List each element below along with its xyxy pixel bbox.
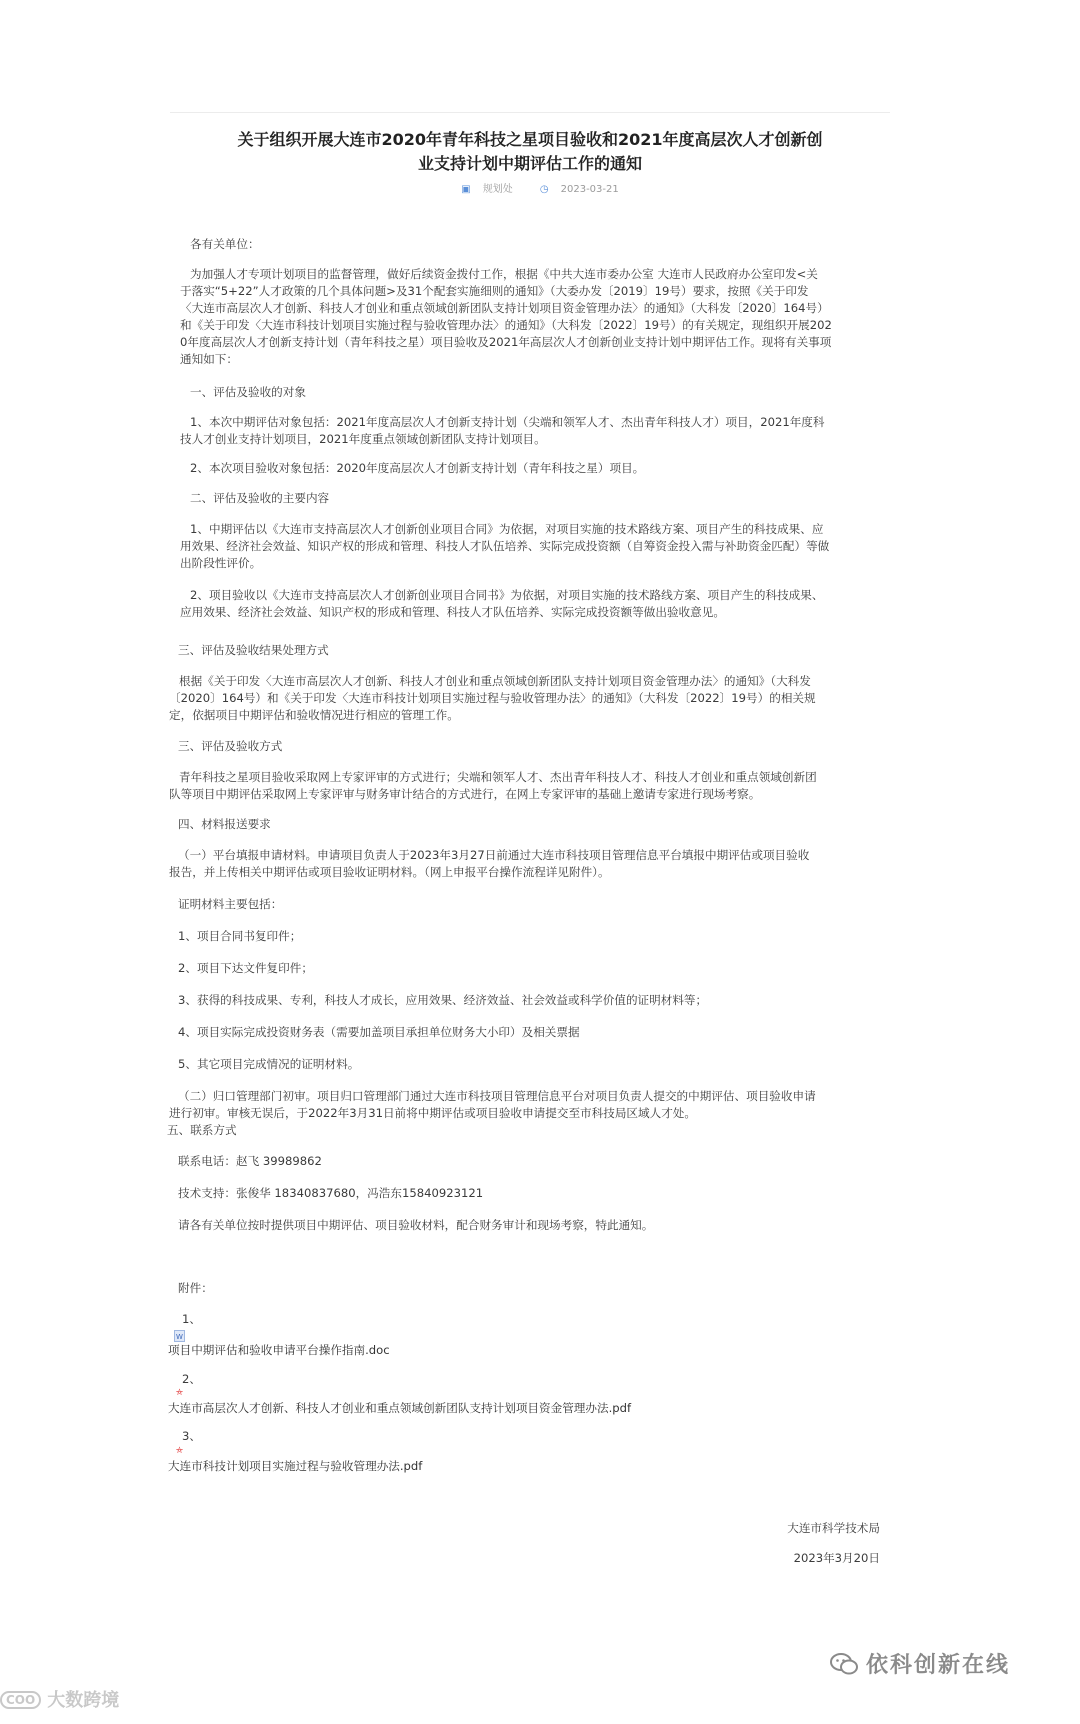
paragraph-line: 1、本次中期评估对象包括：2021年度高层次人才创新支持计划（尖端和领军人才、杰出青年科技人才）项目，2021年度科 xyxy=(190,415,825,429)
paragraph-line: 进行初审。审核无误后，于2022年3月31日前将中期评估或项目验收申请提交至市科技局区域人才处。 xyxy=(169,1106,696,1120)
list-item: 4、项目实际完成投资财务表（需要加盖项目承担单位财务大小印）及相关票据 xyxy=(178,1025,580,1039)
edit-icon: ▣ xyxy=(461,184,471,195)
intro-line: 和《关于印发〈大连市科技计划项目实施过程与验收管理办法〉的通知》（大科发〔2022〕19号）的有关规定，现组织开展202 xyxy=(180,318,832,332)
list-item: 5、其它项目完成情况的证明材料。 xyxy=(178,1057,360,1071)
tech-support-line: 技术支持：张俊华 18340837680，冯浩东15840923121 xyxy=(178,1186,484,1200)
intro-line: 于落实“5+22”人才政策的几个具体问题>及31个配套实施细则的通知》（大委办发〔2019〕19号）要求，按照《关于印发 xyxy=(180,284,809,298)
paragraph-line: （二）归口管理部门初审。项目归口管理部门通过大连市科技项目管理信息平台对项目负责人提交的中期评估、项目验收申请 xyxy=(178,1089,816,1103)
section-heading: 三、评估及验收结果处理方式 xyxy=(178,643,329,657)
section-heading: 一、评估及验收的对象 xyxy=(190,385,306,399)
wechat-watermark-text: 依科创新在线 xyxy=(866,1653,1011,1678)
corner-watermark-text: 大数跨境 xyxy=(47,1690,120,1711)
paragraph-line: 队等项目中期评估采取网上专家评审与财务审计结合的方式进行，在网上专家评审的基础上邀请专家进行现场考察。 xyxy=(169,787,761,801)
intro-line: 〈大连市高层次人才创新、科技人才创业和重点领域创新团队支持计划项目资金管理办法〉的通知》（大科发〔2020〕164号） xyxy=(180,301,829,315)
paragraph-line: 2、项目验收以《大连市支持高层次人才创新创业项目合同书》为依据，对项目实施的技术路线方案、项目产生的科技成果、 xyxy=(190,588,824,602)
paragraph-line: 根据《关于印发〈大连市高层次人才创新、科技人才创业和重点领域创新团队支持计划项目资金管理办法〉的通知》（大科发 xyxy=(179,674,811,688)
attachment-number: 2、 xyxy=(182,1372,201,1386)
article-title: 关于组织开展大连市2020年青年科技之星项目验收和2021年度高层次人才创新创 业支持计划中期评估工作的通知 xyxy=(237,130,823,173)
paragraph-line: 报告，并上传相关中期评估或项目验收证明材料。（网上申报平台操作流程详见附件）。 xyxy=(169,865,610,879)
paragraph-line: 青年科技之星项目验收采取网上专家评审的方式进行；尖端和领军人才、杰出青年科技人才、科技人才创业和重点领域创新团 xyxy=(179,770,817,784)
intro-line: 0年度高层次人才创新支持计划（青年科技之星）项目验收及2021年高层次人才创新创业支持计划中期评估工作。现将有关事项 xyxy=(180,335,832,349)
contact-line: 联系电话：赵飞 39989862 xyxy=(178,1154,322,1168)
intro-line: 为加强人才专项计划项目的监督管理，做好后续资金拨付工作，根据《中共大连市委办公室 大连市人民政府办公室印发<关 xyxy=(190,267,818,281)
paragraph-line: 应用效果、经济社会效益、知识产权的形成和管理、科技人才队伍培养、实际完成投资额等做出验收意见。 xyxy=(180,605,725,619)
section-heading: 四、材料报送要求 xyxy=(178,817,271,831)
wechat-icon xyxy=(830,1652,858,1676)
signature-org: 大连市科学技术局 xyxy=(787,1521,880,1535)
author-meta xyxy=(455,184,518,195)
paragraph-line: 1、中期评估以《大连市支持高层次人才创新创业项目合同》为依据，对项目实施的技术路线方案、项目产生的科技成果、应 xyxy=(190,522,824,536)
signature-date: 2023年3月20日 xyxy=(793,1551,880,1565)
attachment-link[interactable]: 大连市科技计划项目实施过程与验收管理办法.pdf xyxy=(168,1459,423,1473)
closing-line: 请各有关单位按时提供项目中期评估、项目验收材料，配合财务审计和现场考察，特此通知。 xyxy=(178,1218,654,1232)
section-heading: 二、评估及验收的主要内容 xyxy=(190,491,330,505)
list-heading: 证明材料主要包括： xyxy=(178,897,283,911)
salutation: 各有关单位： xyxy=(190,237,260,251)
attachments-heading: 附件： xyxy=(178,1281,213,1295)
date-label: 2023-03-21 xyxy=(560,184,619,195)
date-meta xyxy=(534,184,625,195)
section-heading: 五、联系方式 xyxy=(167,1123,237,1137)
section-heading: 三、评估及验收方式 xyxy=(178,739,283,753)
doc-file-icon: W xyxy=(174,1330,185,1342)
list-item: 3、获得的科技成果、专利，科技人才成长，应用效果、经济效益、社会效益或科学价值的证明材料等； xyxy=(178,993,708,1007)
pdf-file-icon: ⛤ xyxy=(175,1388,184,1398)
intro-line: 通知如下： xyxy=(180,352,238,366)
attachment-number: 1、 xyxy=(182,1312,201,1326)
wechat-watermark xyxy=(830,1648,1010,1679)
clock-icon: ◷ xyxy=(539,184,549,195)
paragraph-line: 2、本次项目验收对象包括：2020年度高层次人才创新支持计划（青年科技之星）项目。 xyxy=(190,461,645,475)
paragraph-line: 用效果、经济社会效益、知识产权的形成和管理、科技人才队伍培养、实际完成投资额（自筹资金投入需与补助资金匹配）等做 xyxy=(180,539,830,553)
paragraph-line: 〔2020〕164号）和《关于印发〈大连市科技计划项目实施过程与验收管理办法〉的通知》（大科发〔2022〕19号）的相关规 xyxy=(169,691,816,705)
attachment-number: 3、 xyxy=(182,1429,201,1443)
attachment-link[interactable]: 大连市高层次人才创新、科技人才创业和重点领域创新团队支持计划项目资金管理办法.pdf xyxy=(168,1401,632,1415)
header-divider xyxy=(170,112,890,113)
paragraph-line: 技人才创业支持计划项目，2021年度重点领域创新团队支持计划项目。 xyxy=(180,432,546,446)
author-label: 规划处 xyxy=(482,184,513,195)
paragraph-line: （一）平台填报申请材料。申请项目负责人于2023年3月27日前通过大连市科技项目管理信息平台填报中期评估或项目验收 xyxy=(178,848,810,862)
corner-watermark xyxy=(0,1686,119,1712)
list-item: 2、项目下达文件复印件； xyxy=(178,961,313,975)
paragraph-line: 出阶段性评价。 xyxy=(180,556,262,570)
article-meta xyxy=(0,180,1080,195)
attachment-link[interactable]: 项目中期评估和验收申请平台操作指南.doc xyxy=(168,1343,390,1357)
corner-logo-icon: COO xyxy=(0,1691,41,1709)
paragraph-line: 定，依据项目中期评估和验收情况进行相应的管理工作。 xyxy=(169,708,459,722)
list-item: 1、项目合同书复印件； xyxy=(178,929,302,943)
pdf-file-icon: ⛤ xyxy=(175,1446,184,1456)
